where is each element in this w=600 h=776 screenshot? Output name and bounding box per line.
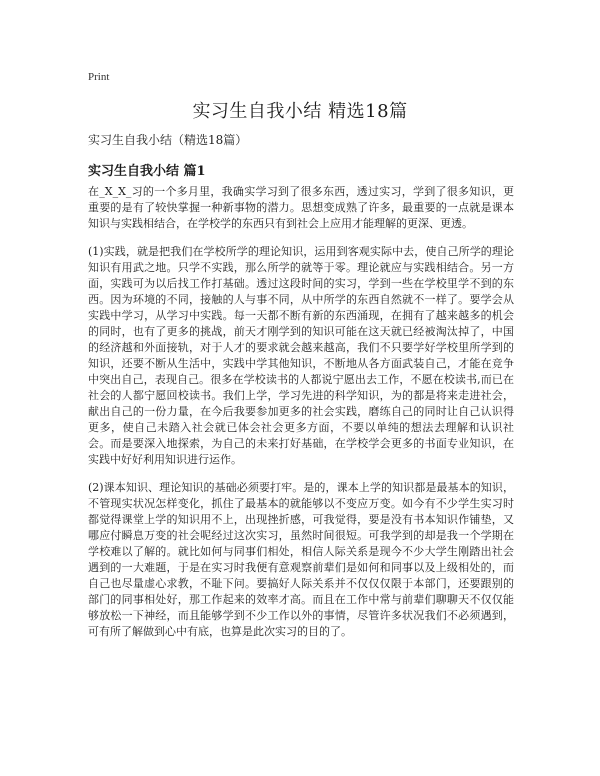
paragraph-intro: 在_X_X_习的一个多月里，我确实学习到了很多东西，透过实习，学到了很多知识，更重要的是有了较快掌握一种新事物的潜力。思想变成熟了许多，最重要的一点就是课本知识与实践相结合，在学校学的东西只有到社会上应用才能理解的更深、更透。 xyxy=(88,185,514,230)
document-body xyxy=(88,184,514,652)
paragraph-practice: (1)实践，就是把我们在学校所学的理论知识，运用到客观实际中去，使自己所学的理论知识有用武之地。只学不实践，那么所学的就等于零。理论就应与实践相结合。另一方面，实践可为以后找工作打基础。透过这段时间的实习，学到一些在学校里学不到的东西。因为环境的不同，接触的人与事不同，从中所学的东西自然就不一样了。要学会从实践中学习，从学习中实践。每一天都不断有新的东西涌现，在拥有了越来越多的机会的同时，也有了更多的挑战，前天才刚学到的知识可能在这天就已经被淘汰掉了，中国的经济越和外面接轨，对于人才的要求就会越来越高，我们不只要学好学校里所学到的知识，还要不断从生活中，实践中学其他知识，不断地从各方面武装自己，才能在竞争中突出自己，表现自己。很多在学校读书的人都说宁愿出去工作，不愿在校读书,而已在社会的人都宁愿回校读书。我们上学，学习先进的科学知识，为的都是将来走进社会，献出自己的一份力量，在今后我要参加更多的社会实践，磨练自己的同时让自己认识得更多，使自己未踏入社会就已体会社会更多方面，不要以单纯的想法去理解和认识社会。而是要深入地探索，为自己的未来打好基础，在学校学会更多的书面专业知识，在实践中好好利用知识进行运作。 xyxy=(88,245,514,466)
print-label[interactable]: Print xyxy=(88,71,110,83)
paragraph-textbook-knowledge: (2)课本知识、理论知识的基础必须要打牢。是的，课本上学的知识都是最基本的知识，不管现实状况怎样变化，抓住了最基本的就能够以不变应万变。如今有不少学生实习时都觉得课堂上学的知识用不上，出现挫折感，可我觉得，要是没有书本知识作铺垫，又哪应付瞬息万变的社会呢经过这次实习，虽然时间很短。可我学到的却是我一个学期在学校难以了解的。就比如何与同事们相处，相信人际关系是现今不少大学生刚踏出社会遇到的一大难题，于是在实习时我便有意观察前辈们是如何和同事以及上级相处的，而自己也尽量虚心求教，不耻下问。要搞好人际关系并不仅仅仅限于本部门，还要跟别的部门的同事相处好，那工作起来的效率才高。而且在工作中常与前辈们聊聊天不仅仅能够放松一下神经，而且能够学到不少工作以外的事情，尽管许多状况我们不必须遇到，可有所了解做到心中有底，也算是此次实习的目的了。 xyxy=(88,481,514,638)
page-title: 实习生自我小结 精选18篇 xyxy=(192,101,408,122)
document-subtitle: 实习生自我小结（精选18篇） xyxy=(88,133,248,147)
section-heading: 实习生自我小结 篇1 xyxy=(88,164,206,179)
